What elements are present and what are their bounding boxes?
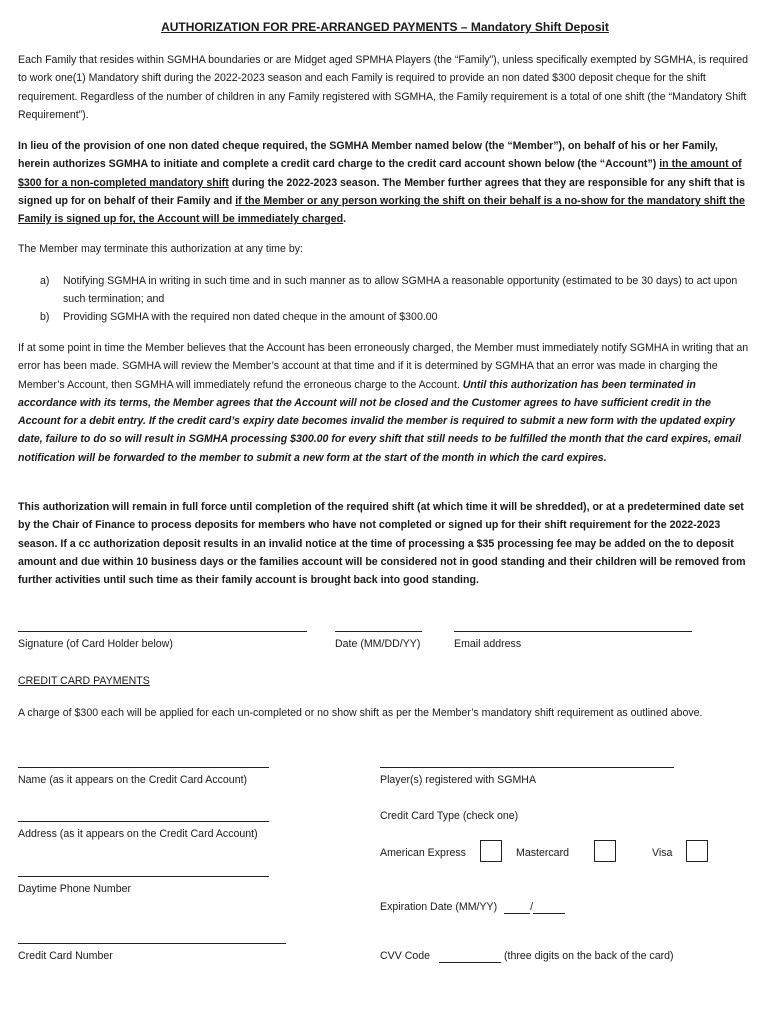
authorization-text-e: .: [343, 213, 347, 226]
expiry-field: [380, 901, 565, 914]
expiry-year-blank[interactable]: [533, 901, 565, 914]
list-text: Notifying SGMHA in writing in such time and in such manner as to allow SGMHA a reasonable opportunity (estimated to be 30 days) to act upon such termination; and: [63, 275, 738, 306]
credit-card-charge-note: A charge of $300 each will be applied for each un-completed or no show shift as per the Member’s mandatory shift requirement as outlined above.: [18, 707, 703, 719]
amex-checkbox[interactable]: [480, 840, 502, 862]
authorization-text-amount: in the amount of $300 for a non-completed mandatory shift: [18, 158, 742, 189]
full-force-paragraph: This authorization will remain in full force until completion of the required shift (at which time it will be shredded), or at a predetermined date set by the Chair of Finance to process deposits for members who have not completed or signed up for their shift requirement for the 2022-2023 season. If a cc authorization deposit results in an invalid notice at the time of processing a $35 processing fee may be added on the to deposit amount and due within 10 business days or the families account will be considered not in good standing and their children will be removed from further activities until such time as their family account is brought back into good standing.: [18, 501, 746, 587]
players-line[interactable]: [380, 767, 674, 768]
expiry-label: Expiration Date (MM/YY): [380, 901, 498, 913]
erroneous-charge-text: If at some point in time the Member believes that the Account has been erroneously charged, the Member must immediately notify SGMHA in writing that an error has been made. SGMHA will review the Member’s account at that time and if it is determined by SGMHA that an error was made in charging the Member’s Account, then SGMHA will immediately refund the erroneous charge to the Account.: [18, 342, 749, 391]
authorization-text-noshow: if the Member or any person working the shift on their behalf is a no-show for the mandatory shift the Family is signed up for, the Account will be immediately charged: [18, 194, 745, 226]
email-line[interactable]: [454, 631, 692, 632]
authorization-paragraph: [18, 137, 752, 228]
termination-intro: The Member may terminate this authorization at any time by:: [18, 243, 303, 255]
players-label: Player(s) registered with SGMHA: [380, 774, 537, 786]
phone-line[interactable]: [18, 876, 269, 877]
signature-label: Signature (of Card Holder below): [18, 638, 173, 650]
name-label: Name (as it appears on the Credit Card Account): [18, 774, 248, 786]
credit-card-section-title: CREDIT CARD PAYMENTS: [18, 675, 150, 687]
date-line[interactable]: [335, 631, 422, 632]
visa-label: Visa: [652, 847, 673, 859]
address-label: Address (as it appears on the Credit Card Account): [18, 828, 258, 840]
list-text: Providing SGMHA with the required non dated cheque in the amount of $300.00: [63, 311, 438, 323]
name-line[interactable]: [18, 767, 269, 768]
family-requirement-paragraph: Each Family that resides within SGMHA boundaries or are Midget aged SPMHA Players (the “Family”), unless specifically exempted by SGMHA, is required to work one(1) Mandatory shift during the 2022-2023 season and each Family is required to provide an non dated $300 deposit cheque for the shift requirement. Regardless of the number of children in any Family registered with SGMHA, the Family requirement is a total of one shift (the “Mandatory Shift Requirement”).: [18, 54, 749, 121]
amex-label: American Express: [380, 847, 466, 859]
email-label: Email address: [454, 638, 522, 650]
mastercard-checkbox[interactable]: [594, 840, 616, 862]
date-label: Date (MM/DD/YY): [335, 638, 421, 650]
erroneous-charge-paragraph: [18, 339, 752, 467]
card-type-label: Credit Card Type (check one): [380, 810, 519, 822]
authorization-text-c: during the 2022-2023 season. The Member further agrees that they are responsible for any shift that is signed up for on behalf of their Family and: [18, 176, 746, 207]
phone-label: Daytime Phone Number: [18, 883, 132, 895]
cvv-label: CVV Code: [380, 950, 431, 962]
visa-checkbox[interactable]: [686, 840, 708, 862]
mastercard-label: Mastercard: [516, 847, 569, 859]
signature-line[interactable]: [18, 631, 307, 632]
address-line[interactable]: [18, 821, 269, 822]
expiry-separator: /: [530, 901, 534, 913]
cvv-hint: (three digits on the back of the card): [503, 950, 674, 962]
card-number-line[interactable]: [18, 943, 286, 944]
form-title: AUTHORIZATION FOR PRE-ARRANGED PAYMENTS – Mandatory Shift Deposit: [161, 20, 609, 34]
authorization-text-a: In lieu of the provision of one non dated cheque required, the SGMHA Member named below (the “Member”), on behalf of his or her Family, herein authorizes SGMHA to initiate and complete a credit card charge to the credit card account shown below (the “Account”): [18, 140, 718, 171]
account-terms-text: Until this authorization has been terminated in accordance with its terms, the Member agrees that the Account will not be closed and the Customer agrees to have sufficient credit in the Account for a debit entry. If the credit card’s expiry date becomes invalid the member is required to submit a new form with the updated expiry date, failure to do so will result in SGMHA processing $300.00 for every shift that still needs to be fulfilled the month that the card expires, email notification will be forwarded to the member to submit a new form at the start of the month in which the card expires.: [18, 378, 742, 464]
cvv-blank[interactable]: [439, 950, 501, 963]
cvv-field: [380, 950, 674, 963]
expiry-month-blank[interactable]: [504, 901, 530, 914]
card-number-label: Credit Card Number: [18, 950, 113, 962]
list-marker: b): [40, 311, 50, 323]
list-marker: a): [40, 275, 50, 287]
